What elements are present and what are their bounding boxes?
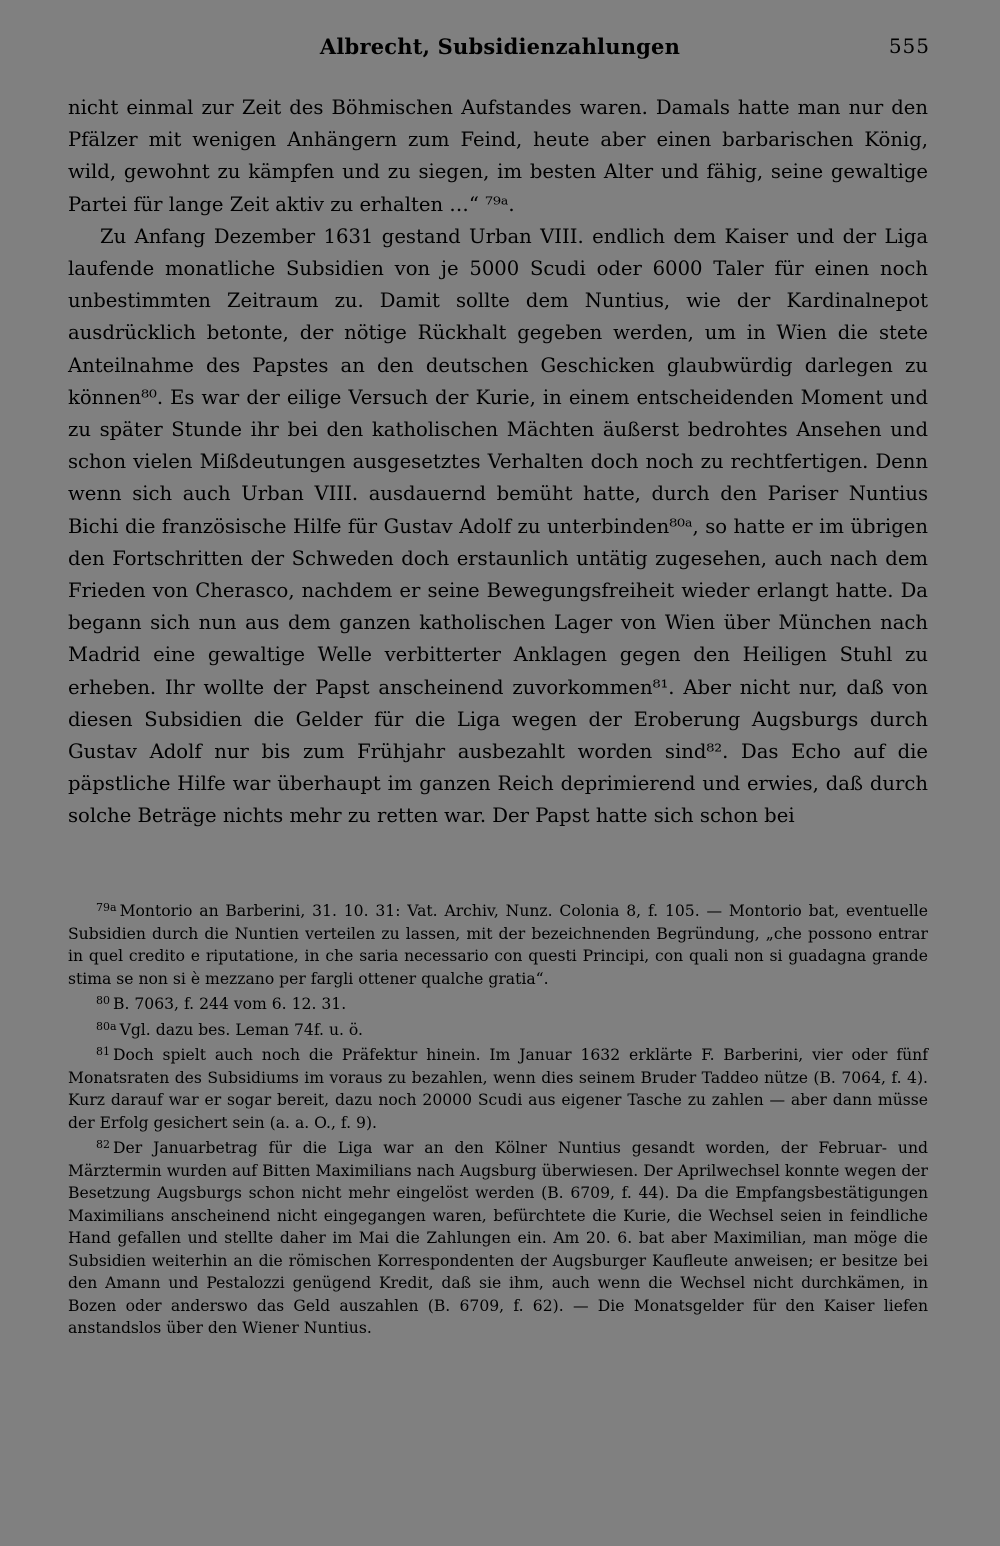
footnote-mark: 80 — [96, 994, 110, 1007]
footnote-text: B. 7063, f. 244 vom 6. 12. 31. — [113, 995, 347, 1013]
running-title: Albrecht, Subsidienzahlungen — [319, 34, 681, 59]
footnote — [68, 1016, 928, 1042]
footnote-mark: 80a — [96, 1019, 117, 1033]
body-paragraph: nicht einmal zur Zeit des Böhmischen Aufstandes waren. Damals hatte man nur den Pfälzer mit wenigen Anhängern zum Feind, heute aber einen barbarischen König, wild, gewohnt zu kämpfen und zu siegen, im besten Alter und fähig, seine gewaltige Partei für lange Zeit aktiv zu erhalten …“ ⁷⁹ᵃ. — [68, 96, 928, 216]
running-head — [70, 34, 930, 58]
body-paragraph: Zu Anfang Dezember 1631 gestand Urban VIII. endlich dem Kaiser und der Liga laufende monatliche Subsidien von je 5000 Scudi oder 6000 Taler für einen noch unbestimmten Zeitraum zu. Damit sollte dem Nuntius, wie der Kardinalnepot ausdrücklich betonte, der nötige Rückhalt gegeben werden, um in Wien die stete Anteilnahme des Papstes an den deutschen Geschicken glaubwürdig darlegen zu können⁸⁰. Es war der eilige Versuch der Kurie, in einem entscheidenden Moment und zu später Stunde ihr bei den katholischen Mächten äußerst bedrohtes Ansehen und schon vielen Mißdeutungen ausgesetztes Verhalten doch noch zu rechtfertigen. Denn wenn sich auch Urban VIII. ausdauernd bemüht hatte, durch den Pariser Nuntius Bichi die französische Hilfe für Gustav Adolf zu unterbinden⁸⁰ᵃ, so hatte er im übrigen den Fortschritten der Schweden doch erstaunlich untätig zugesehen, auch nach dem Frieden von Cherasco, nachdem er seine Bewegungsfreiheit wieder erlangt hatte. Da begann sich nun aus dem ganzen katholischen Lager von Wien über München nach Madrid eine gewaltige Welle verbitterter Anklagen gegen den Heiligen Stuhl zu erheben. Ihr wollte der Papst anscheinend zuvorkommen⁸¹. Aber nicht nur, daß von diesen Subsidien die Gelder für die Liga wegen der Eroberung Augsburgs durch Gustav Adolf nur bis zum Frühjahr ausbezahlt worden sind⁸². Das Echo auf die päpstliche Hilfe war überhaupt im ganzen Reich deprimierend und erwies, daß durch solche Beträge nichts mehr zu retten war. Der Papst hatte sich schon bei — [68, 224, 928, 828]
footnote — [68, 990, 928, 1016]
footnote-text: Montorio an Barberini, 31. 10. 31: Vat. Archiv, Nunz. Colonia 8, f. 105. — Montorio bat, eventuelle Subsidien durch die Nuntien verteilen zu lassen, mit der bezeichnenden Begründung, „che possono entrar in quel credito e riputatione, in che saria necessario con questi Principi, con quali non si guadagna grande stima se non si è mezzano per fargli ottener qualche gratia“. — [68, 902, 928, 988]
footnotes — [68, 897, 928, 1340]
footnote — [68, 1134, 928, 1340]
page-number: 555 — [888, 34, 930, 58]
footnote — [68, 897, 928, 990]
footnote-mark: 79a — [96, 901, 117, 914]
footnote-text: Vgl. dazu bes. Leman 74f. u. ö. — [119, 1020, 363, 1039]
footnote — [68, 1041, 928, 1134]
footnote-mark: 81 — [96, 1045, 110, 1058]
body-text — [68, 92, 928, 833]
footnote-text: Doch spielt auch noch die Präfektur hinein. Im Januar 1632 erklärte F. Barberini, vier oder fünf Monatsraten des Subsidiums im voraus zu bezahlen, wenn dies seinem Bruder Taddeo nütze (B. 7064, f. 4). Kurz darauf war er sogar bereit, dazu noch 20000 Scudi aus eigener Tasche zu zahlen — aber dann müsse der Erfolg gesichert sein (a. a. O., f. 9). — [68, 1046, 928, 1132]
footnote-mark: 82 — [96, 1138, 110, 1151]
footnote-text: Der Januarbetrag für die Liga war an den Kölner Nuntius gesandt worden, der Februar- und Märztermin wurden auf Bitten Maximilians nach Augsburg überwiesen. Der Aprilwechsel konnte wegen der Besetzung Augsburgs schon nicht mehr eingelöst werden (B. 6709, f. 44). Da die Empfangsbestätigungen Maximilians anscheinend nicht eingegangen waren, befürchtete die Kurie, die Wechsel seien in feindliche Hand gefallen und stellte daher im Mai die Zahlungen ein. Am 20. 6. bat aber Maximilian, man möge die Subsidien weiterhin an die römischen Korrespondenten der Augsburger Kaufleute anweisen; er besitze bei den Amann und Pestalozzi genügend Kredit, daß sie ihm, auch wenn die Wechsel nicht durchkämen, in Bozen oder anderswo das Geld auszahlen (B. 6709, f. 62). — Die Monatsgelder für den Kaiser liefen anstandslos über den Wiener Nuntius. — [68, 1139, 928, 1337]
